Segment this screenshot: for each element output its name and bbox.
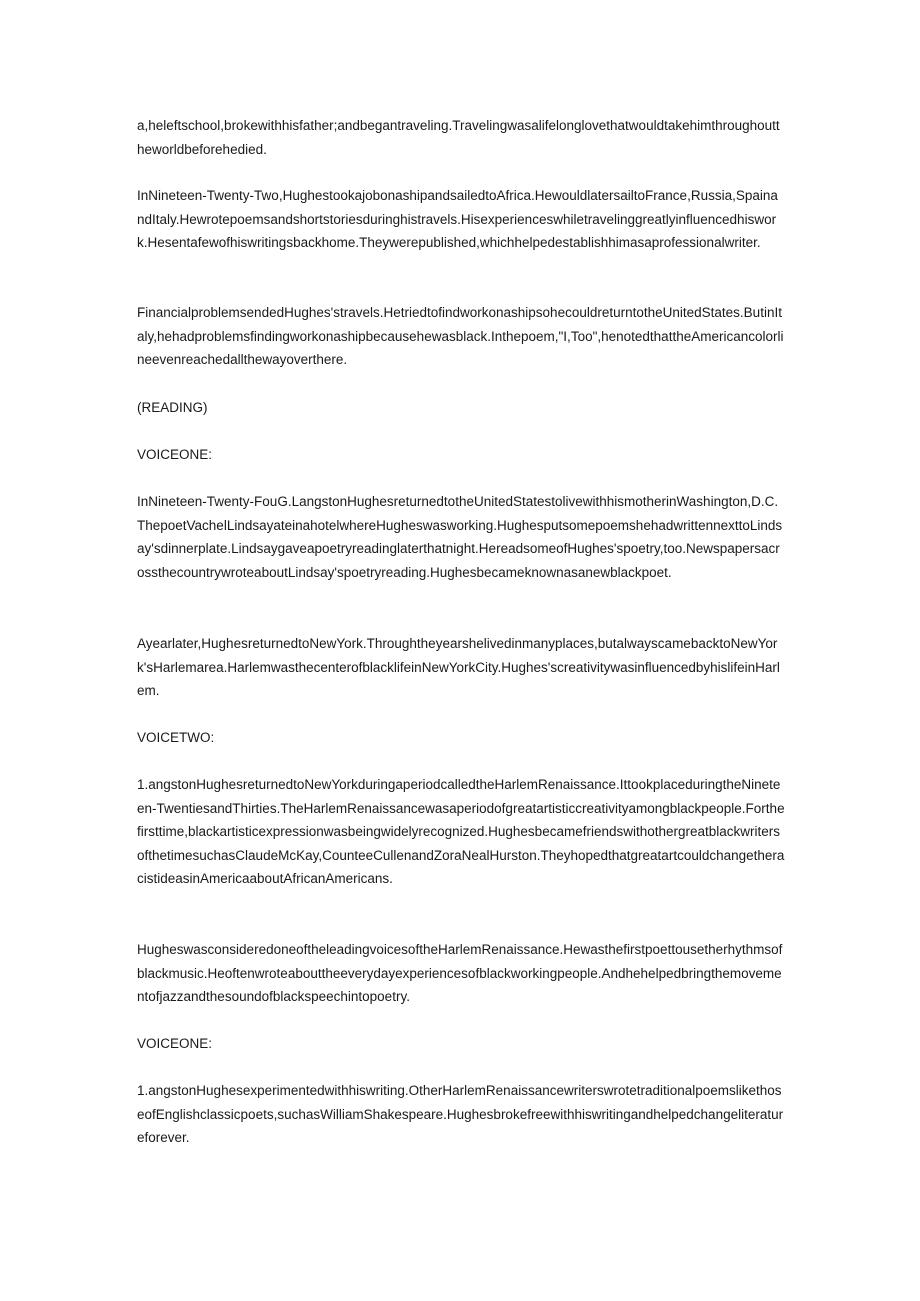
speaker-label-voice-one-second: VOICEONE: xyxy=(137,1036,213,1051)
paragraph-harlem-return: Ayearlater,HughesreturnedtoNewYork.Throughtheyearshelivedinmanyplaces,butalwayscamebacktoNewYork'sHarlemarea.HarlemwasthecenterofblacklifeinNewYorkCity.Hughes'screativitywasinfluencedbyhislifeinHarlem. xyxy=(137,636,780,699)
paragraph-financial-problems: FinancialproblemsendedHughes'stravels.HetriedtofindworkonashipsohecouldreturntotheUnitedStates.ButinItaly,hehadproblemsfindingworkonashipbecausehewasblack.Inthepoem,"I,Too",henotedthattheAmericancolorlineevenreachedallthewayoverthere. xyxy=(137,305,784,368)
speaker-label-voice-two: VOICETWO: xyxy=(137,730,215,745)
section-label-reading: (READING) xyxy=(137,400,208,415)
paragraph-experimented-writing: 1.angstonHughesexperimentedwithhiswriting.OtherHarlemRenaissancewriterswrotetraditionalpoemslikethoseofEnglishclassicpoets,suchasWilliamShakespeare.Hughesbrokefreewithhiswritingandhelpedchangeliteratureforever. xyxy=(137,1083,784,1146)
paragraph-lindsay-reading: InNineteen-Twenty-FouG.LangstonHughesreturnedtotheUnitedStatestolivewithhismotherinWashington,D.C.ThepoetVachelLindsayateinahotelwhereHugheswasworking.HughesputsomepoemshehadwrittennexttoLindsay'sdinnerplate.Lindsaygaveapoetryreadinglaterthatnight.HereadsomeofHughes'spoetry,too.NewspapersacrossthecountrywroteaboutLindsay'spoetryreading.Hughesbecameknownasanewblackpoet. xyxy=(137,494,783,580)
paragraph-leading-voices: HugheswasconsideredoneoftheleadingvoicesoftheHarlemRenaissance.Hewasthefirstpoettousetherhythmsofblackmusic.Heoftenwroteabouttheeverydayexperiencesofblackworkingpeople.Andhehelpedbringthemovementofjazzandthesoundofblackspeechintopoetry. xyxy=(137,942,783,1005)
paragraph-harlem-renaissance: 1.angstonHughesreturnedtoNewYorkduringaperiodcalledtheHarlemRenaissance.IttookplaceduringtheNineteen-TwentiesandThirties.TheHarlemRenaissancewasaperiodofgreatartisticcreativityamongblackpeople.Forthefirsttime,blackartisticexpressionwasbeingwidelyrecognized.HughesbecamefriendswithothergreatblackwritersofthetimesuchasClaudeMcKay,CounteeCullenandZoraNealHurston.TheyhopedthatgreatartcouldchangetheracistideasinAmericaaboutAfricanAmericans. xyxy=(137,777,785,887)
speaker-label-voice-one: VOICEONE: xyxy=(137,447,213,462)
paragraph-travel-intro: a,heleftschool,brokewithhisfather;andbegantraveling.Travelingwasalifelonglovethatwouldtakehimthroughouttheworldbeforehedied. xyxy=(137,118,780,157)
paragraph-africa-voyage: InNineteen-Twenty-Two,HughestookajobonashipandsailedtoAfrica.HewouldlatersailtoFrance,Russia,SpainandItaly.Hewrotepoemsandshortstoriesduringhistravels.Hisexperienceswhiletravelinggreatlyinfluencedhiswork.Hesentafewofhiswritingsbackhome.Theywerepublished,whichhelpedestablishhimasaprofessionalwriter. xyxy=(137,188,778,251)
